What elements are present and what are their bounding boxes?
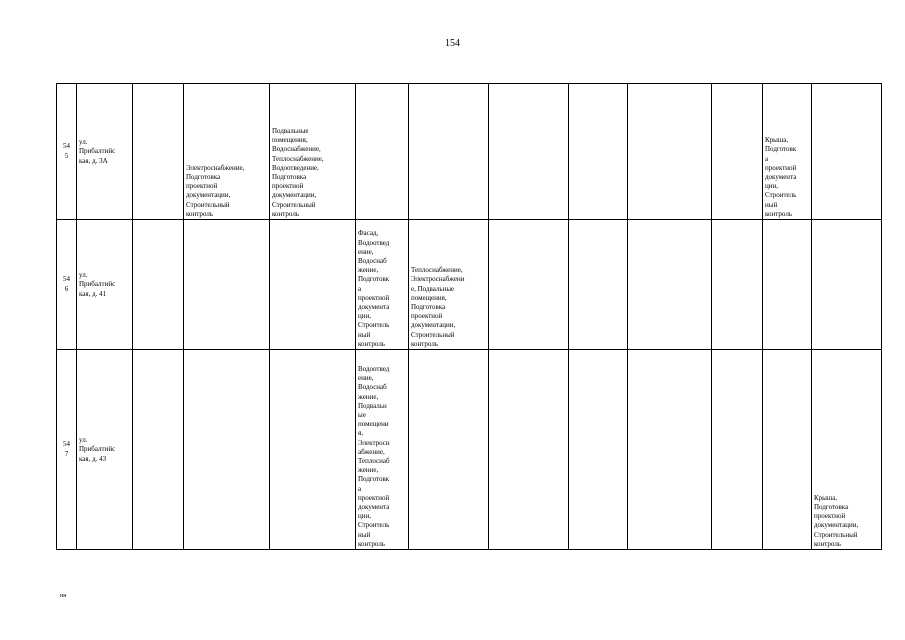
address-cell bbox=[77, 350, 133, 550]
work-cell bbox=[270, 220, 356, 350]
work-cell bbox=[763, 84, 812, 220]
work-cell bbox=[356, 220, 409, 350]
cell-text: 54 6 bbox=[63, 275, 70, 293]
work-cell bbox=[184, 84, 270, 220]
cell-text: ул. Прибалтийс кая, д. 43 bbox=[79, 436, 116, 463]
work-cell bbox=[133, 220, 184, 350]
cell-text: 54 7 bbox=[63, 440, 70, 458]
work-cell bbox=[569, 84, 628, 220]
page-number: 154 bbox=[445, 38, 460, 49]
work-cell bbox=[812, 350, 882, 550]
table-row bbox=[57, 220, 882, 350]
work-cell bbox=[628, 350, 712, 550]
cell-text: ул. Прибалтийс кая, д. 41 bbox=[79, 271, 116, 298]
cell-text: Крыша, Подготовка проектной документации, Строительный контроль bbox=[814, 493, 859, 548]
cell-text: ул. Прибалтийс кая, д. 3А bbox=[79, 138, 116, 165]
cell-text: Водоотвед ение, Водоснаб жение, Подвальн ые помещени я, Электросн абжение, Теплоснаб жение, Подготовк а проектной документа ции, Строитель ный контроль bbox=[358, 364, 390, 548]
work-cell bbox=[812, 220, 882, 350]
work-cell bbox=[763, 220, 812, 350]
work-cell bbox=[409, 84, 489, 220]
work-cell bbox=[763, 350, 812, 550]
work-cell bbox=[409, 220, 489, 350]
row-number bbox=[57, 220, 77, 350]
work-cell bbox=[409, 350, 489, 550]
cell-text: Крыша, Подготовк а проектной документа ции, Строитель ный контроль bbox=[765, 136, 797, 218]
row-number bbox=[57, 84, 77, 220]
cell-text: Теплоснабжение, Электроснабжени е, Подвальные помещения, Подготовка проектной документации, Строительный контроль bbox=[411, 266, 465, 348]
work-cell bbox=[489, 84, 569, 220]
work-cell bbox=[133, 350, 184, 550]
work-cell bbox=[270, 350, 356, 550]
work-cell bbox=[489, 220, 569, 350]
work-cell bbox=[489, 350, 569, 550]
cell-text: Подвальные помещения, Водоснабжение, Теплоснабжение, Водоотведение, Подготовка проектной документации, Строительный контроль bbox=[272, 126, 324, 218]
cell-text: 54 5 bbox=[63, 142, 70, 160]
work-cell bbox=[184, 220, 270, 350]
work-cell bbox=[356, 84, 409, 220]
address-cell bbox=[77, 220, 133, 350]
work-cell bbox=[184, 350, 270, 550]
work-cell bbox=[356, 350, 409, 550]
table-row bbox=[57, 84, 882, 220]
work-cell bbox=[712, 350, 763, 550]
work-cell bbox=[628, 220, 712, 350]
table-row bbox=[57, 350, 882, 550]
work-cell bbox=[569, 220, 628, 350]
address-cell bbox=[77, 84, 133, 220]
work-cell bbox=[133, 84, 184, 220]
work-cell bbox=[812, 84, 882, 220]
works-table bbox=[56, 83, 882, 550]
row-number bbox=[57, 350, 77, 550]
work-cell bbox=[270, 84, 356, 220]
cell-text: Фасад, Водоотвед ение, Водоснаб жение, Подготовк а проектной документа ции, Строитель ный контроль bbox=[358, 229, 390, 348]
cell-text: Электроснабжение, Подготовка проектной документации, Строительный контроль bbox=[186, 163, 245, 218]
work-cell bbox=[712, 84, 763, 220]
work-cell bbox=[628, 84, 712, 220]
work-cell bbox=[569, 350, 628, 550]
footer-code: нн bbox=[60, 593, 67, 599]
work-cell bbox=[712, 220, 763, 350]
